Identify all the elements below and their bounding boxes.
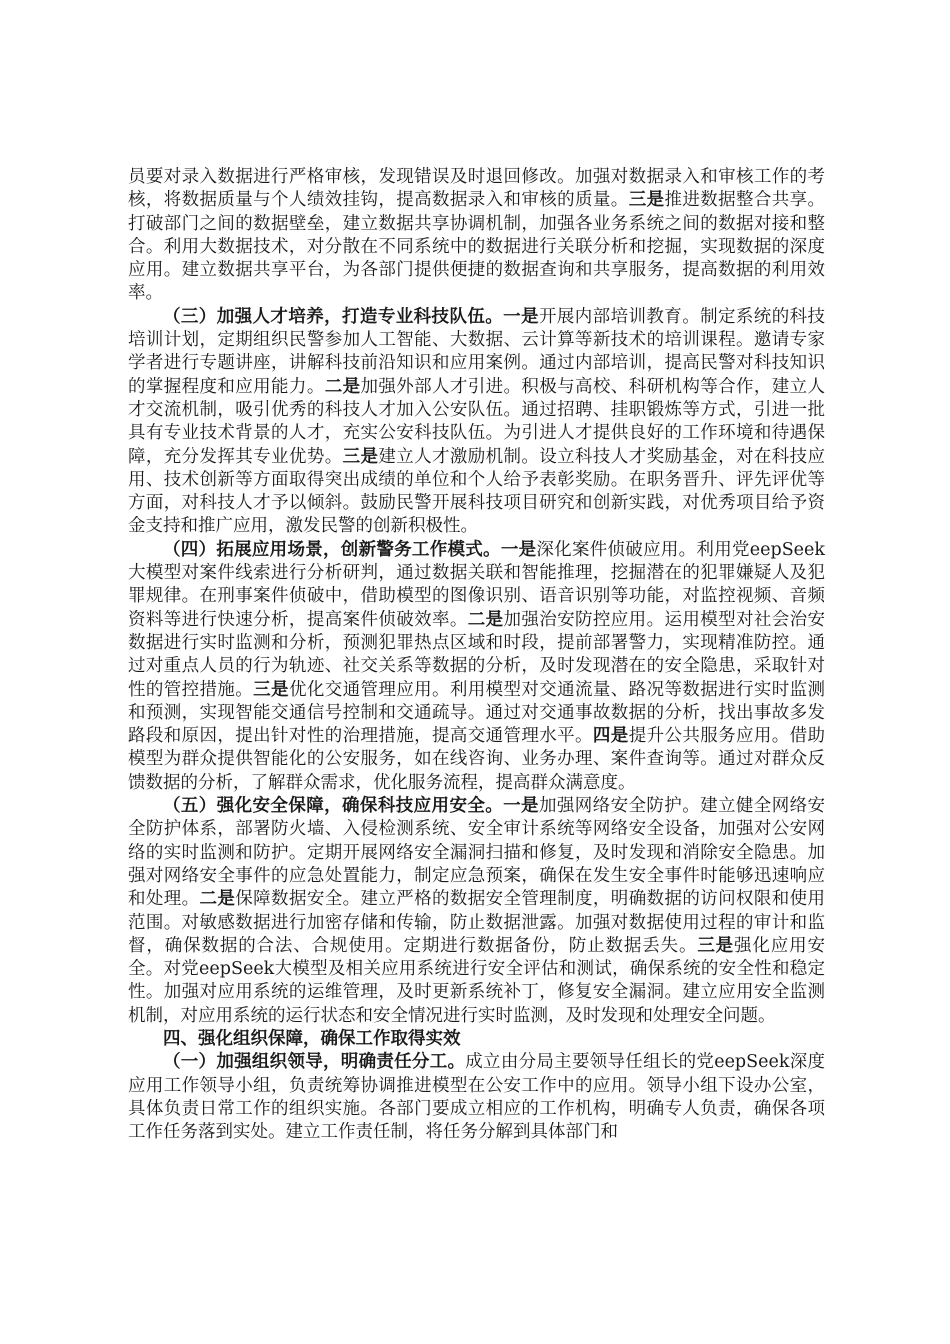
section-heading: 四、强化组织保障，确保工作取得实效 bbox=[163, 1028, 461, 1049]
paragraph-text: 强化应用安全。对党eepSeek大模型及相关应用系统进行安全评估和测试，确保系统的安全性和稳定性。加强对应用系统的运维管理，及时更新系统补丁，修复安全漏洞。建立应用安全监测机制，对应用系统的运行状态和安全情况进行实时监测，及时发现和处理安全问题。 bbox=[128, 935, 826, 1026]
paragraph-text: 开展内部培训教育。制定系统的科技培训计划，定期组织民警参加人工智能、大数据、云计算等新技术的培训课程。邀请专家学者进行专题讲座，讲解科技前沿知识和应用案例。通过内部培训，提高民警对科技知识的掌握程度和应用能力。 bbox=[128, 306, 826, 397]
ordinal-marker: 二是 bbox=[467, 609, 504, 630]
paragraph-text: 成立由分局主要领导任组长的党eepSeek深度应用工作领导小组，负责统筹协调推进模型在公安工作中的应用。领导小组下设办公室，具体负责日常工作的组织实施。各部门要成立相应的工作机构，明确专人负责，确保各项工作任务落到实处。建立工作责任制，将任务分解到具体部门和 bbox=[128, 1052, 825, 1143]
paragraph-text: 优化交通管理应用。利用模型对交通流量、路况等数据进行实时监测和预测，实现智能交通信号控制和交通疏导。通过对交通事故数据的分析，找出事故多发路段和原因，提出针对性的治理措施，提高交通管理水平。 bbox=[128, 679, 826, 747]
paragraph-talent-training bbox=[128, 306, 825, 539]
ordinal-marker: 二是 bbox=[324, 376, 361, 397]
paragraph-text: 深化案件侦破应用。利用党eepSeek大模型对案件线索进行分析研判，通过数据关联和智能推理，挖掘潜在的犯罪嫌疑人及犯罪规律。在刑事案件侦破中，借助模型的图像识别、语音识别等功能，对监控视频、音频资料等进行快速分析，提高案件侦破效率。 bbox=[128, 539, 825, 630]
subsection-heading: （五）强化安全保障，确保科技应用安全。 bbox=[163, 796, 504, 817]
ordinal-marker: 三是 bbox=[253, 679, 289, 700]
ordinal-marker: 二是 bbox=[199, 889, 236, 910]
paragraph-organizational-leadership bbox=[128, 1051, 825, 1144]
subsection-heading: （四）拓展应用场景，创新警务工作模式。 bbox=[163, 539, 501, 560]
paragraph-text: 推进数据整合共享。打破部门之间的数据壁垒，建立数据共享协调机制，加强各业务系统之间的数据对接和整合。利用大数据技术，对分散在不同系统中的数据进行关联分析和挖掘，实现数据的深度应用。建立数据共享平台，为各部门提供便捷的数据查询和共享服务，提高数据的利用效率。 bbox=[128, 190, 826, 304]
paragraph-text: 员要对录入数据进行严格审核，发现错误及时退回修改。加强对数据录入和审核工作的考核，将数据质量与个人绩效挂钩，提高数据录入和审核的质量。 bbox=[128, 167, 825, 211]
paragraph-text: 加强外部人才引进。积极与高校、科研机构等合作，建立人才交流机制，吸引优秀的科技人才加入公安队伍。通过招聘、挂职锻炼等方式，引进一批具有专业技术背景的人才，充实公安科技队伍。为引进人才提供良好的工作环境和待遇保障，充分发挥其专业优势。 bbox=[128, 376, 826, 467]
ordinal-marker: 三是 bbox=[342, 446, 379, 467]
paragraph-text: 加强网络安全防护。建立健全网络安全防护体系，部署防火墙、入侵检测系统、安全审计系统等网络安全设备，加强对公安网络的实时监测和防护。定期开展网络安全漏洞扫描和修复，及时发现和消除安全隐患。加强对网络安全事件的应急处置能力，制定应急预案，确保在发生安全事件时能够迅速响应和处理。 bbox=[128, 796, 826, 910]
subsection-heading: （三）加强人才培养，打造专业科技队伍。 bbox=[163, 306, 504, 327]
ordinal-marker: 一是 bbox=[503, 306, 539, 327]
ordinal-marker: 三是 bbox=[697, 935, 735, 956]
paragraph-text: 加强治安防控应用。运用模型对社会治安数据进行实时监测和分析，预测犯罪热点区域和时段，提前部署警力，实现精准防控。通过对重点人员的行为轨迹、社交关系等数据的分析，及时发现潜在的安全隐患，采取针对性的管控措施。 bbox=[128, 609, 826, 700]
paragraph-text: 保障数据安全。建立严格的数据安全管理制度，明确数据的访问权限和使用范围。对敏感数据进行加密存储和传输，防止数据泄露。加强对数据使用过程的审计和监督，确保数据的合法、合规使用。定期进行数据备份，防止数据丢失。 bbox=[128, 889, 826, 956]
ordinal-marker: 三是 bbox=[628, 190, 665, 211]
ordinal-marker: 四是 bbox=[592, 726, 629, 747]
ordinal-marker: 一是 bbox=[503, 796, 539, 817]
paragraph-text: 建立人才激励机制。设立科技人才奖励基金，对在科技应用、技术创新等方面取得突出成绩的单位和个人给予表彰奖励。在职务晋升、评先评优等方面，对科技人才予以倾斜。鼓励民警开展科技项目研究和创新实践，对优秀项目给予资金支持和推广应用，激发民警的创新积极性。 bbox=[128, 446, 825, 537]
subsection-heading: （一）加强组织领导，明确责任分工。 bbox=[163, 1052, 466, 1073]
paragraph-application-scenarios bbox=[128, 539, 825, 795]
paragraph-security-guarantee bbox=[128, 795, 825, 1028]
ordinal-marker: 一是 bbox=[500, 539, 537, 560]
paragraph-text: 提升公共服务应用。借助模型为群众提供智能化的公安服务，如在线咨询、业务办理、案件查询等。通过对群众反馈数据的分析，了解群众需求，优化服务流程，提高群众满意度。 bbox=[128, 726, 826, 793]
document-body bbox=[128, 166, 825, 1144]
paragraph-data-integration bbox=[128, 166, 825, 306]
